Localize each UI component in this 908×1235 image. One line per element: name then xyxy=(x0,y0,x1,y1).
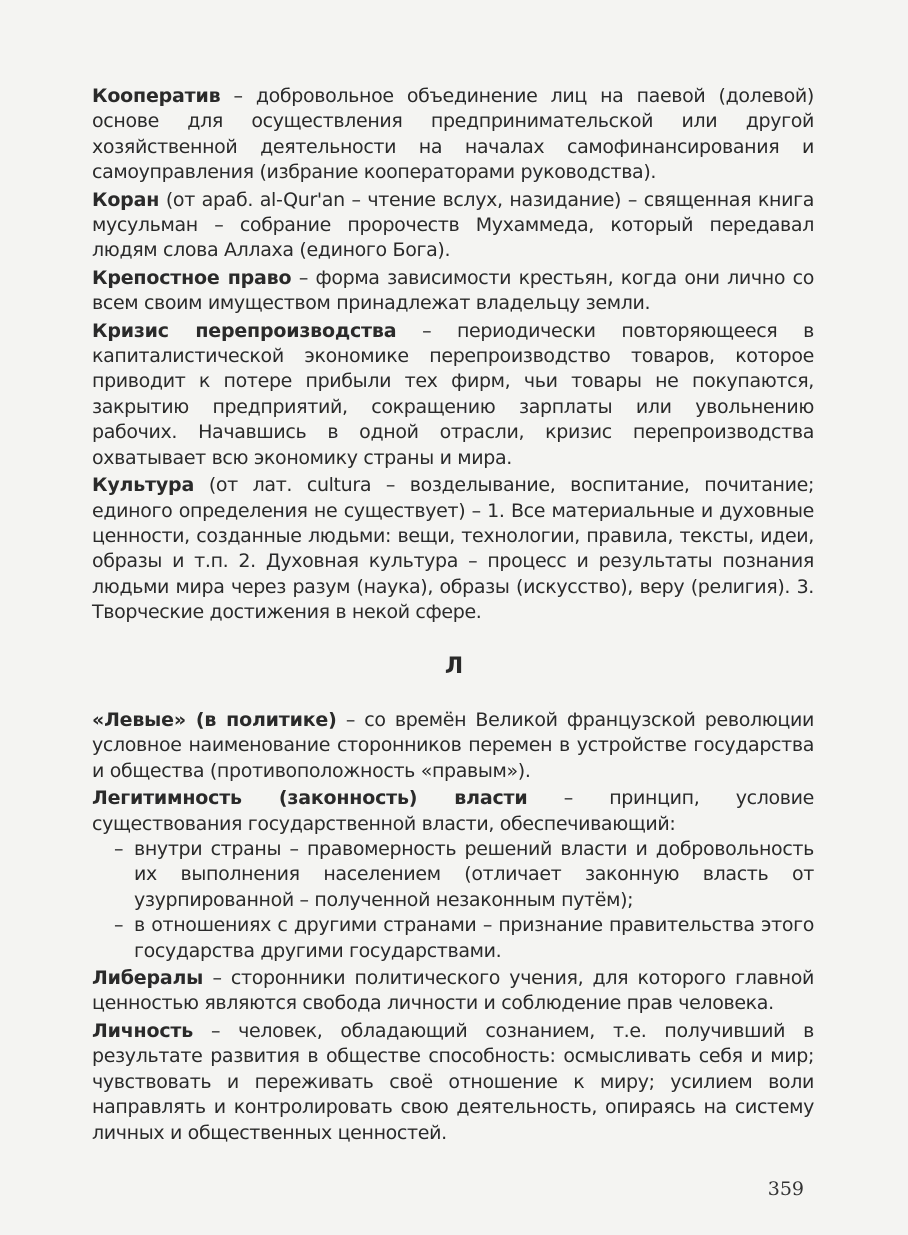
entry-text: – со времён Великой французской революции условное наименование сторонников перемен в устройстве государства и общества (противоположность «правым»). xyxy=(92,709,814,782)
entry-term: Кризис перепроизводства xyxy=(92,319,397,342)
entry-text: – периодически повторяющееся в капиталистической экономике перепроизводство товаров, которое приводит к потере прибыли тех фирм, чьи товары не покупаются, закрытию предприятий, сокращению зарплаты или увольнению рабочих. Начавшись в одной отрасли, кризис перепроизводства охватывает всю экономику страны и мира. xyxy=(92,319,814,469)
list-item-text: в отношениях с другими странами – признание правительства этого государства другими государствами. xyxy=(134,914,814,962)
list-item xyxy=(92,837,814,913)
entry-term: Кооператив xyxy=(92,85,221,107)
entry-kultura xyxy=(92,473,814,625)
entry-liberaly xyxy=(92,966,814,1017)
list-dash: – xyxy=(114,914,124,937)
entries-k xyxy=(92,84,814,628)
entry-legitimnost xyxy=(92,786,814,964)
entry-lichnost xyxy=(92,1019,814,1146)
entry-text: – форма зависимости крестьян, когда они лично со всем своим имуществом принадлежат владельцу земли. xyxy=(92,266,814,315)
entry-kooperativ xyxy=(92,84,814,186)
list-item-text: внутри страны – правомерность решений власти и добровольность их выполнения населением (отличает законную власть от узурпированной – полученной незаконным путём); xyxy=(134,838,814,911)
entries-l xyxy=(92,708,814,1148)
entry-levye xyxy=(92,708,814,784)
entry-term: Крепостное право xyxy=(92,266,292,289)
entry-term: Культура xyxy=(92,474,195,497)
entry-legitimnost-intro xyxy=(92,786,814,837)
page-number: 359 xyxy=(767,1178,804,1200)
entry-text: – человек, обладающий сознанием, т.е. получивший в результате развития в обществе способность: осмысливать себя и мир; чувствовать и переживать своё отношение к миру; усилием воли направлять и контролировать свою деятельность, опираясь на систему личных и общественных ценностей. xyxy=(92,1019,814,1144)
list-dash: – xyxy=(114,838,124,861)
entry-krizis xyxy=(92,319,814,471)
entry-text: – сторонники политического учения, для которого главной ценностью являются свобода личности и соблюдение прав человека. xyxy=(92,967,814,1015)
entry-koran xyxy=(92,188,814,264)
entry-term: «Левые» (в политике) xyxy=(92,709,337,731)
entry-text: (от араб. al-Qur'an – чтение вслух, назидание) – священная книга мусульман – собрание пророчеств Мухаммеда, который передавал людям слова Аллаха (единого Бога). xyxy=(92,188,814,262)
entry-term: Легитимность (законность) власти xyxy=(92,787,528,810)
entry-text: – добровольное объединение лиц на паевой (долевой) основе для осуществления предпринимательской или другой хозяйственной деятельности на началах самофинансирования и самоуправления (избрание кооператорами руководства). xyxy=(92,85,814,184)
section-letter: Л xyxy=(444,654,464,679)
entry-text: (от лат. cultura – возделывание, воспитание, почитание; единого определения не существует) – 1. Все материальные и духовные ценности, созданные людьми: вещи, технологии, правила, тексты, идеи, образы и т.п. 2. Духовная культура – процесс и результаты познания людьми мира через разум (наука), образы (искусство), веру (религия). 3. Творческие достижения в некой сфере. xyxy=(92,474,814,624)
list-item xyxy=(92,913,814,964)
entry-text: – принцип, условие существования государственной власти, обеспечивающий: xyxy=(92,787,814,835)
entry-term: Коран xyxy=(92,188,160,211)
entry-term: Либералы xyxy=(92,967,204,990)
entry-krepostnoe-pravo xyxy=(92,266,814,317)
entry-term: Личность xyxy=(92,1019,194,1042)
